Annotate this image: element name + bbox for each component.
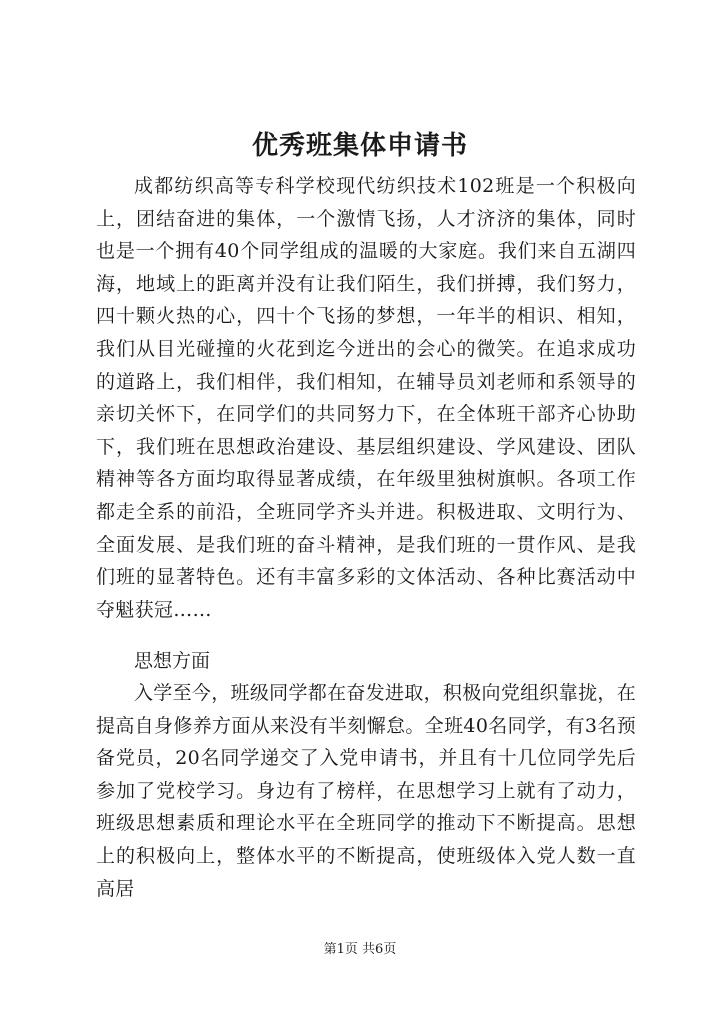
section-heading-ideology: 思想方面 [134, 650, 211, 672]
page-footer: 第1页 共6页 [323, 942, 397, 957]
ideology-paragraph: 入学至今，班级同学都在奋发进取，积极向党组织靠拢，在提高自身修养方面从来没有半刻懈怠。全班40名同学，有3名预备党员，20名同学递交了入党申请书，并且有十几位同学先后参加了党校学习。身边有了榜样，在思想学习上就有了动力，班级思想素质和理论水平在全班同学的推动下不断提高。思想上的积极向上，整体水平的不断提高，使班级体入党人数一直高居 [96, 682, 636, 900]
intro-paragraph: 成都纺织高等专科学校现代纺织技术102班是一个积极向上，团结奋进的集体，一个激情飞扬，人才济济的集体，同时也是一个拥有40个同学组成的温暖的大家庭。我们来自五湖四海，地域上的距离并没有让我们陌生，我们拼搏，我们努力，四十颗火热的心，四十个飞扬的梦想，一年半的相识、相知，我们从目光碰撞的火花到迄今迸出的会心的微笑。在追求成功的道路上，我们相伴，我们相知，在辅导员刘老师和系领导的亲切关怀下，在同学们的共同努力下，在全体班干部齐心协助下，我们班在思想政治建设、基层组织建设、学风建设、团队精神等各方面均取得显著成绩，在年级里独树旗帜。各项工作都走全系的前沿，全班同学齐头并进。积极进取、文明行为、全面发展、是我们班的奋斗精神，是我们班的一贯作风、是我们班的显著特色。还有丰富多彩的文体活动、各种比赛活动中夺魁获冠…… [96, 175, 636, 621]
document-title: 优秀班集体申请书 [251, 131, 468, 161]
